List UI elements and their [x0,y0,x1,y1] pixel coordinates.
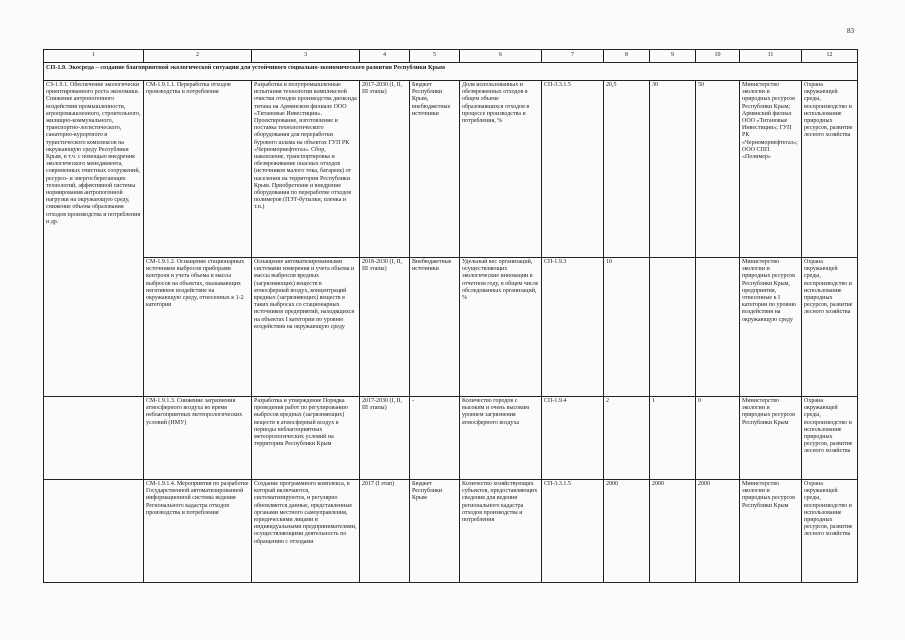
value-cell: 1 [650,397,696,480]
column-number: 11 [740,50,802,63]
column-number: 9 [650,50,696,63]
measures-cell: Разработка и полупромышленные испытания технологии комплексной очистки отходов производства диоксида титана на Армянском филиале ООО «Титановые Инвестиции». Проектирование, изготовление и поставка технологического оборудования для переработки бурового шлама на объектах ГУП РК «Черноморнефтегаз». Сбор, накопление, транспортировка и обезвреживание опасных отходов (источников малого тока, батареек) от населения на территории Республики Крым. Приобретение и внедрение оборудования по переработке отходов полимеров (ПЭТ-бутылки, пленка и т.п.) [252,81,360,258]
section-title-row [44,63,858,81]
value-cell: 20,5 [604,81,650,258]
indicator-cell: Удельный вес организаций, осуществляющих экологические инновации в отчетном году, в общем числе обследованных организаций, % [460,258,542,397]
responsible-cell: Министерство экологии и природных ресурсов Республики Крым [740,397,802,480]
value-cell: 2000 [696,480,740,583]
value-cell [650,258,696,397]
code-cell: СП-1.9.4 [542,397,604,480]
indicator-cell: Доля использованных и обезвреженных отходов в общем объеме образовавшихся отходов в процессе производства и потребления, % [460,81,542,258]
indicator-cell: Количество хозяйствующих субъектов, предоставляющих сведения для ведения регионального кадастра отходов производства и потребления [460,480,542,583]
direction-cell: Охрана окружающей среды, воспроизводство и использование природных ресурсов, развитие лесного хозяйства [802,480,858,583]
code-cell: СП-1.9.3 [542,258,604,397]
column-number: 12 [802,50,858,63]
empty-goal-cell [44,397,144,480]
code-cell: СП-3.3.1.5 [542,480,604,583]
goal-cell: СЗ-1.9.1. Обеспечение экологически ориентированного роста экономики. Снижение антропогенного воздействия промышленности, агропромышленного, строительного, жилищно-коммунального, транспортно-логистического, санаторно-курортного и туристического комплексов на окружающую среду Республики Крым, в т.ч. с помощью внедрения экологического менеджмента, современных очистных сооружений, ресурсо- и энергосберегающих технологий, эффективной системы нормирования антропогенной нагрузки на окружающую среду, снижение объема образования отходов производства и потребления и др. [44,81,144,397]
value-cell: 50 [696,81,740,258]
table-row [44,258,858,397]
task-cell: СМ-1.9.1.4. Мероприятия по разработке Государственной автоматизированной информационной системы ведения Регионального кадастра отходов производства и потребления [144,480,252,583]
column-number-row [44,50,858,63]
direction-cell: Охрана окружающей среды, воспроизводство и использование природных ресурсов, развитие лесного хозяйства [802,258,858,397]
column-number: 4 [360,50,410,63]
column-number: 8 [604,50,650,63]
task-cell: СМ-1.9.1.1. Переработка отходов производства и потребления [144,81,252,258]
task-cell: СМ-1.9.1.3. Снижение загрязнения атмосферного воздуха во время неблагоприятных метеорологических условий (НМУ) [144,397,252,480]
column-number: 3 [252,50,360,63]
column-number: 6 [460,50,542,63]
strategy-table [43,49,858,583]
column-number: 10 [696,50,740,63]
page-number: 83 [847,27,854,35]
value-cell: 2 [604,397,650,480]
funding-cell: Внебюджетные источники [410,258,460,397]
column-number: 1 [44,50,144,63]
value-cell: 2000 [650,480,696,583]
value-cell [696,258,740,397]
table-row [44,81,858,258]
funding-cell: - [410,397,460,480]
column-number: 7 [542,50,604,63]
table-row [44,397,858,480]
responsible-cell: Министерство экологии и природных ресурсов Республики Крым, предприятия, отнесенные к I категории по уровню воздействия на окружающую среду [740,258,802,397]
section-title: СП-1.9. Экосреда – создание благоприятной экологической ситуации для устойчивого социально-экономического развития Республики Крым [44,63,858,81]
value-cell: 2000 [604,480,650,583]
measures-cell: Создание программного комплекса, в который включаются, систематизируются, и регулярно обновляются данные, представленные органами местного самоуправления, юридическими лицами и индивидуальными предпринимателями, осуществляющими деятельность по обращению с отходами [252,480,360,583]
value-cell: 10 [604,258,650,397]
funding-cell: Бюджет Республики Крым, внебюджетные источники [410,81,460,258]
period-cell: 2017-2030 (I, II, III этапы) [360,81,410,258]
funding-cell: Бюджет Республики Крым [410,480,460,583]
empty-goal-cell [44,480,144,583]
value-cell: 0 [696,397,740,480]
period-cell: 2017-2030 (I, II, III этапы) [360,397,410,480]
table-row [44,480,858,583]
value-cell: 30 [650,81,696,258]
code-cell: СП-3.3.1.5 [542,81,604,258]
column-number: 2 [144,50,252,63]
period-cell: 2017 (I этап) [360,480,410,583]
measures-cell: Оснащение автоматизированными системами измерения и учета объема и массы выбросов вредных (загрязняющих) веществ в атмосферный воздух, концентраций вредных (загрязняющих) веществ в таких выбросах со стационарных источников предприятий, находящихся на объектах I категории по уровню воздействия на окружающую среду [252,258,360,397]
direction-cell: Охрана окружающей среды, воспроизводство и использование природных ресурсов, развитие лесного хозяйства [802,81,858,258]
indicator-cell: Количество городов с высоким и очень высоким уровнем загрязнения атмосферного воздуха [460,397,542,480]
responsible-cell: Министерство экологии и природных ресурсов Республики Крым [740,480,802,583]
responsible-cell: Министерство экологии и природных ресурсов Республики Крым; Армянский филиал ООО «Титановые Инвестиции»; ГУП РК «Черноморнефтегаз»; ООО СПП «Полимер» [740,81,802,258]
period-cell: 2018-2030 (I, II, III этапы) [360,258,410,397]
column-number: 5 [410,50,460,63]
measures-cell: Разработка и утверждение Порядка проведения работ по регулированию выбросов вредных (загрязняющих) веществ в атмосферный воздух в периоды неблагоприятных метеорологических условий на территории Республики Крым [252,397,360,480]
task-cell: СМ-1.9.1.2. Оснащение стационарных источников выбросов приборами контроля и учета объема и массы выбросов на объектах, оказывающих негативное воздействие на окружающую среду, отнесенных к 1-2 категории [144,258,252,397]
direction-cell: Охрана окружающей среды, воспроизводство и использование природных ресурсов, развитие лесного хозяйства [802,397,858,480]
